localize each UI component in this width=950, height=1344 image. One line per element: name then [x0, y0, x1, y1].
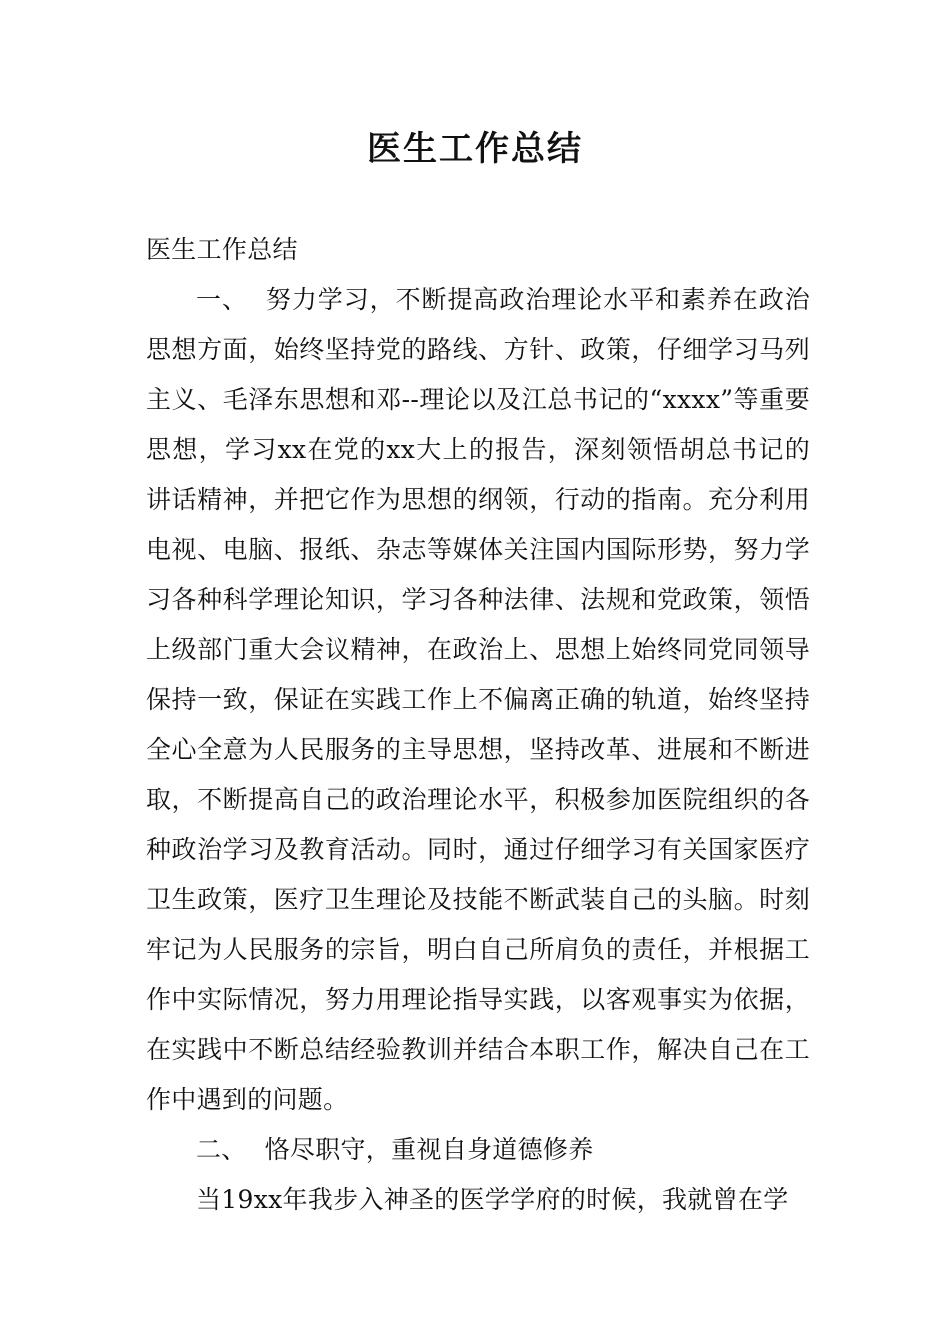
- document-title: 医生工作总结: [367, 129, 583, 169]
- document-body: [146, 225, 810, 1225]
- section-1-number: 一、: [196, 285, 248, 314]
- section-2-number: 二、: [196, 1135, 247, 1164]
- section-2-heading-text: 恪尽职守，重视自身道德修养: [264, 1135, 594, 1164]
- section-2-heading: [146, 1125, 810, 1175]
- section-1-paragraph: [146, 275, 810, 1125]
- document-subtitle: 医生工作总结: [146, 235, 298, 264]
- section-1-text: 努力学习，不断提高政治理论水平和素养在政治思想方面，始终坚持党的路线、方针、政策，仔细学习马列主义、毛泽东思想和邓--理论以及江总书记的“xxxx”等重要思想，学习xx在党的xx大上的报告，深刻领悟胡总书记的讲话精神，并把它作为思想的纲领，行动的指南。充分利用电视、电脑、报纸、杂志等媒体关注国内国际形势，努力学习各种科学理论知识，学习各种法律、法规和党政策，领悟上级部门重大会议精神，在政治上、思想上始终同党同领导保持一致，保证在实践工作上不偏离正确的轨道，始终坚持全心全意为人民服务的主导思想，坚持改革、进展和不断进取，不断提高自己的政治理论水平，积极参加医院组织的各种政治学习及教育活动。同时，通过仔细学习有关国家医疗卫生政策，医疗卫生理论及技能不断武装自己的头脑。时刻牢记为人民服务的宗旨，明白自己所肩负的责任，并根据工作中实际情况，努力用理论指导实践，以客观事实为依据，在实践中不断总结经验教训并结合本职工作，解决自己在工作中遇到的问题。: [146, 285, 810, 1114]
- paragraph-3: 当19xx年我步入神圣的医学学府的时候，我就曾在学: [196, 1185, 789, 1214]
